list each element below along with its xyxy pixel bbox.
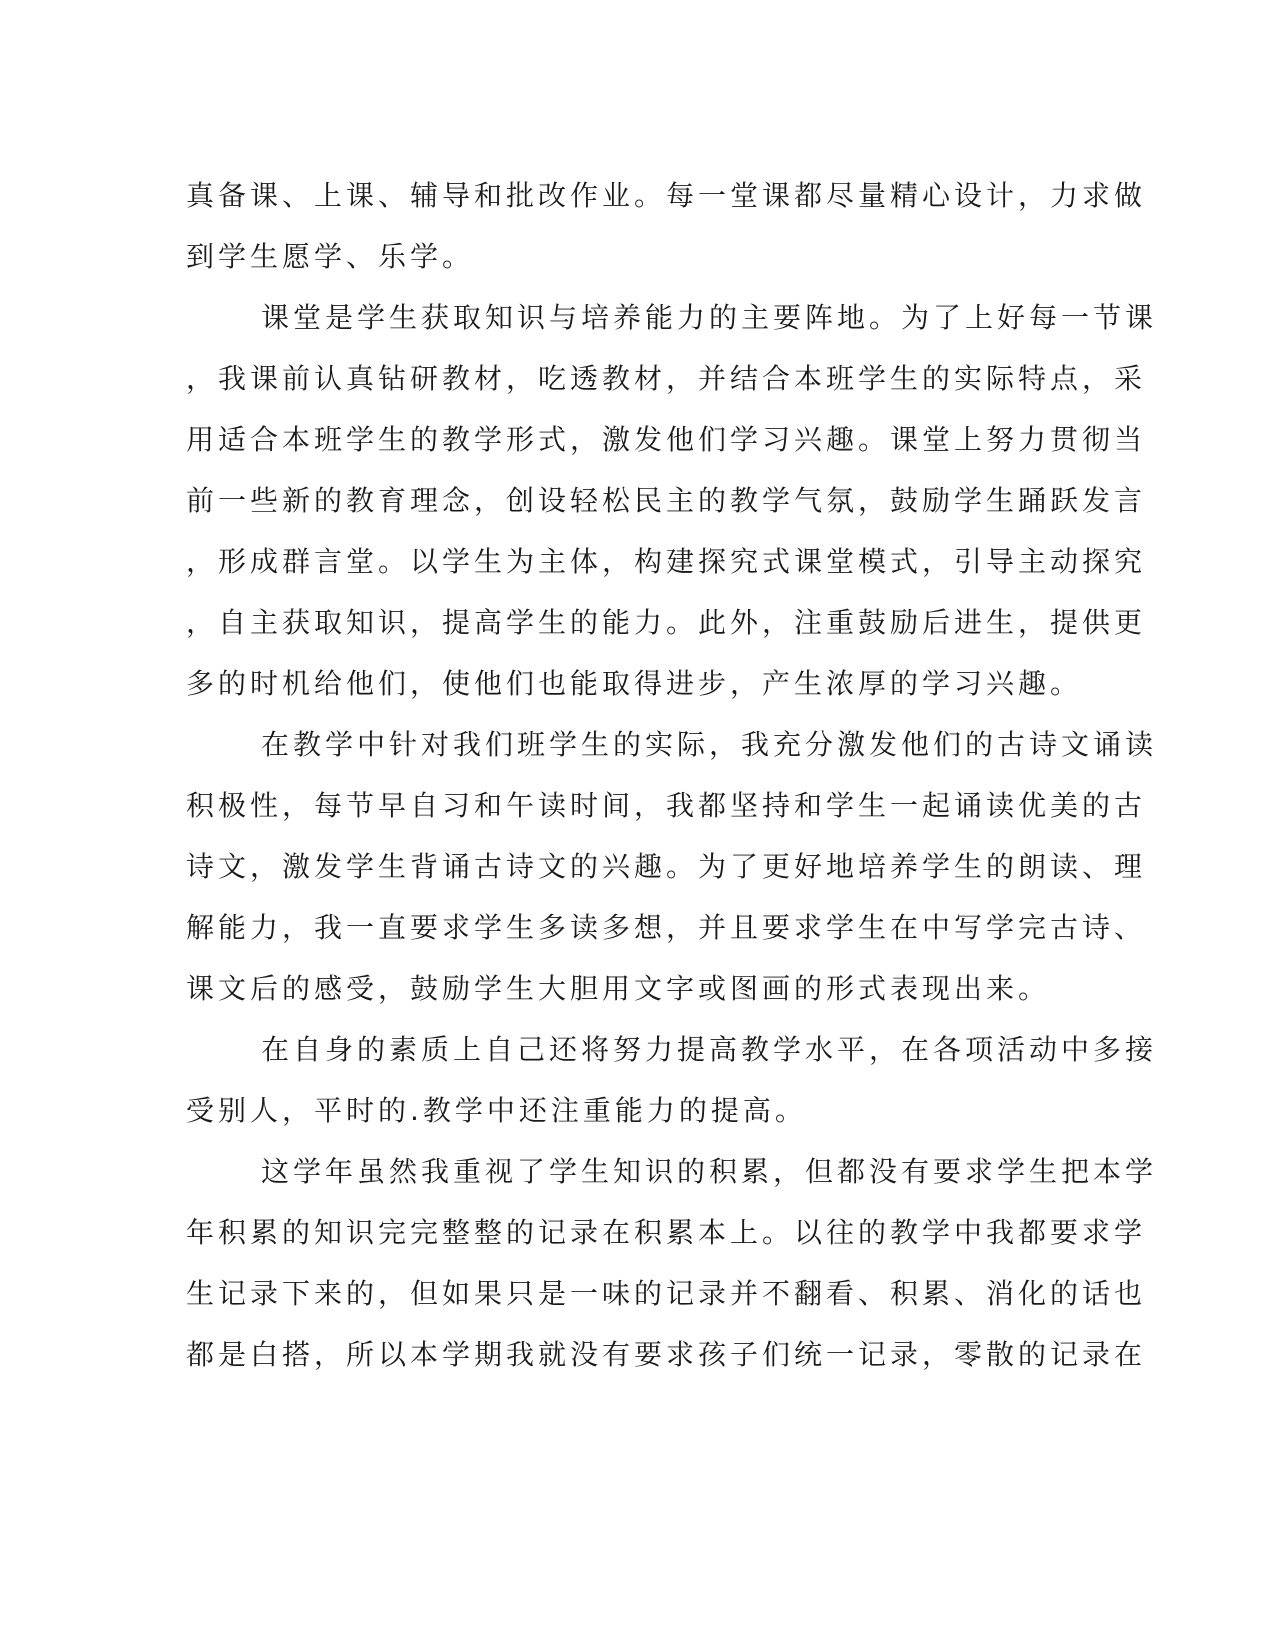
text-line: 都是白搭，所以本学期我就没有要求孩子们统一记录，零散的记录在	[186, 1338, 1147, 1371]
text-line: 课堂是学生获取知识与培养能力的主要阵地。为了上好每一节课	[261, 301, 1158, 334]
text-line: 真备课、上课、辅导和批改作业。每一堂课都尽量精心设计，力求做	[186, 179, 1147, 212]
text-line: 年积累的知识完完整整的记录在积累本上。以往的教学中我都要求学	[186, 1216, 1147, 1249]
text-line: 解能力，我一直要求学生多读多想，并且要求学生在中写学完古诗、	[186, 911, 1147, 944]
text-line: 这学年虽然我重视了学生知识的积累，但都没有要求学生把本学	[261, 1155, 1158, 1188]
text-line: 受别人，平时的.教学中还注重能力的提高。	[186, 1094, 807, 1127]
text-line: ，形成群言堂。以学生为主体，构建探究式课堂模式，引导主动探究	[186, 545, 1147, 578]
text-line: 多的时机给他们，使他们也能取得进步，产生浓厚的学习兴趣。	[186, 667, 1083, 700]
text-line: 诗文，激发学生背诵古诗文的兴趣。为了更好地培养学生的朗读、理	[186, 850, 1147, 883]
text-line: 生记录下来的，但如果只是一味的记录并不翻看、积累、消化的话也	[186, 1277, 1147, 1310]
text-line: 课文后的感受，鼓励学生大胆用文字或图画的形式表现出来。	[186, 972, 1051, 1005]
text-line: ，自主获取知识，提高学生的能力。此外，注重鼓励后进生，提供更	[186, 606, 1147, 639]
text-line: 到学生愿学、乐学。	[186, 240, 475, 273]
text-line: 前一些新的教育理念，创设轻松民主的教学气氛，鼓励学生踊跃发言	[186, 484, 1147, 517]
text-line: 积极性，每节早自习和午读时间，我都坚持和学生一起诵读优美的古	[186, 789, 1147, 822]
text-line: 在自身的素质上自己还将努力提高教学水平，在各项活动中多接	[261, 1033, 1158, 1066]
text-line: 用适合本班学生的教学形式，激发他们学习兴趣。课堂上努力贯彻当	[186, 423, 1147, 456]
text-line: 在教学中针对我们班学生的实际，我充分激发他们的古诗文诵读	[261, 728, 1158, 761]
text-line: ，我课前认真钻研教材，吃透教材，并结合本班学生的实际特点，采	[186, 362, 1147, 395]
document-body	[186, 165, 1158, 1385]
